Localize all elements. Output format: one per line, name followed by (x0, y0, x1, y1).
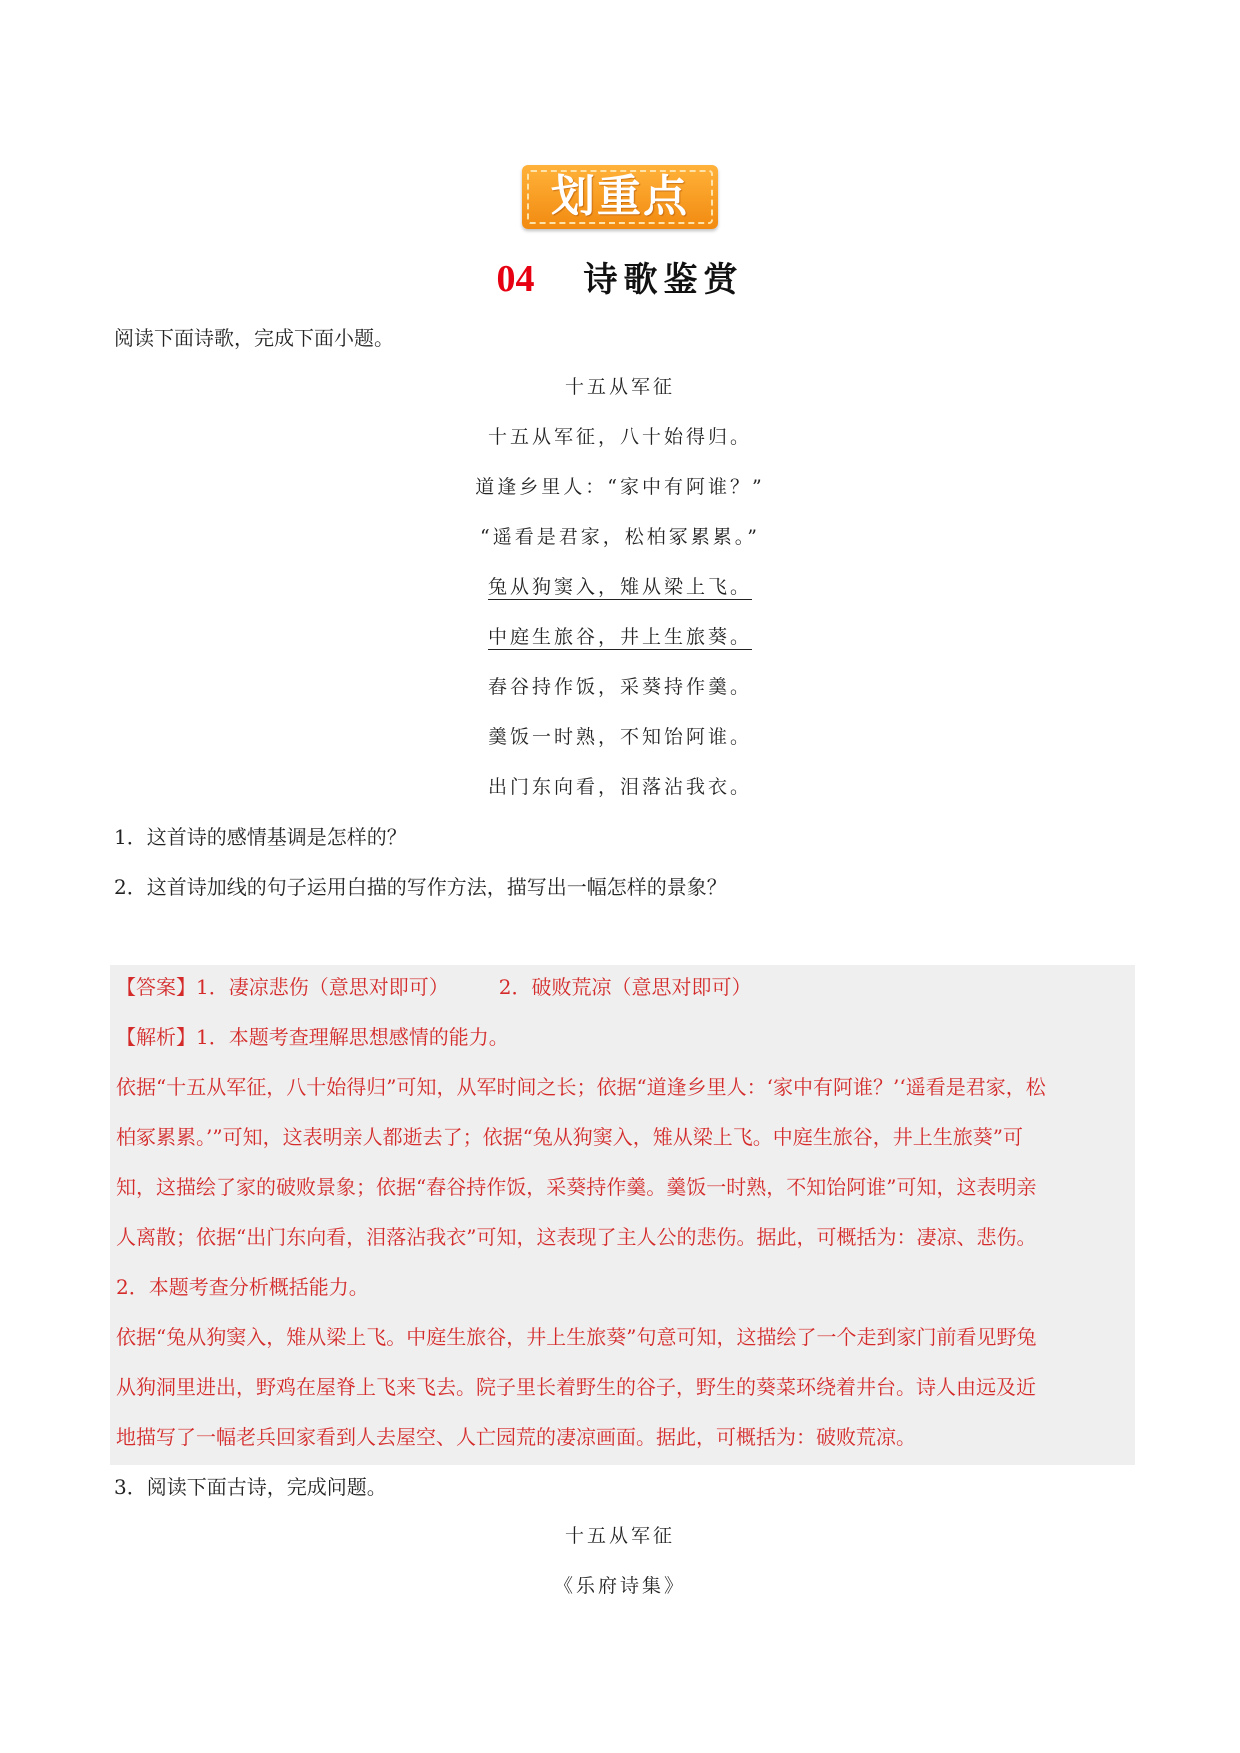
analysis-paragraph-line: 依据“十五从军征，八十始得归”可知，从军时间之长；依据“道逢乡里人：‘家中有阿谁？’‘遥看是君家，松 (116, 1075, 1046, 1099)
analysis-paragraph-line: 柏冢累累。’”可知，这表明亲人都逝去了；依据“兔从狗窦入，雉从梁上飞。中庭生旅谷，井上生旅葵”可 (116, 1125, 1024, 1149)
poem-2-title: 十五从军征 (564, 1525, 675, 1547)
poem-line: 道逢乡里人：“家中有阿谁？” (475, 476, 765, 498)
poem-title: 十五从军征 (564, 376, 675, 398)
analysis-paragraph-line: 人离散；依据“出门东向看，泪落沾我衣”可知，这表现了主人公的悲伤。据此，可概括为：凄凉、悲伤。 (116, 1225, 1037, 1249)
poem-line-underlined (0, 572, 1240, 602)
question-3: 3．阅读下面古诗，完成问题。 (114, 1475, 387, 1499)
poem-2-source: 《乐府诗集》 (553, 1575, 686, 1597)
underlined-text: 中庭生旅谷，井上生旅葵。 (487, 626, 752, 648)
poem-line: 羹饭一时熟，不知饴阿谁。 (487, 726, 752, 748)
answer-label: 【答案】 (116, 975, 196, 999)
highlight-badge (522, 165, 718, 229)
chapter-heading (0, 252, 1240, 301)
chapter-number: 04 (496, 258, 535, 300)
chapter-title: 诗歌鉴赏 (583, 260, 744, 300)
analysis-intro: 1．本题考查理解思想感情的能力。 (196, 1025, 509, 1049)
badge-text: 划重点 (551, 171, 689, 222)
analysis-header-line (116, 1022, 1136, 1052)
poem-line-underlined (0, 622, 1240, 652)
analysis-paragraph-line: 依据“兔从狗窦入，雉从梁上飞。中庭生旅谷，井上生旅葵”句意可知，这描绘了一个走到家门前看见野兔 (116, 1325, 1037, 1349)
analysis-paragraph-line: 知，这描绘了家的破败景象；依据“舂谷持作饭，采葵持作羹。羹饭一时熟，不知饴阿谁”可知，这表明亲 (116, 1175, 1037, 1199)
header-badge-wrap (0, 165, 1240, 233)
question-2: 2．这首诗加线的句子运用白描的写作方法，描写出一幅怎样的景象？ (114, 875, 727, 899)
answer-line (116, 972, 1136, 1002)
answer-1: 1．凄凉悲伤（意思对即可） (196, 975, 449, 999)
question-1: 1．这首诗的感情基调是怎样的？ (114, 825, 407, 849)
poem-line: “遥看是君家，松柏冢累累。” (480, 526, 760, 548)
intro-text: 阅读下面诗歌，完成下面小题。 (114, 326, 394, 350)
poem-line: 舂谷持作饭，采葵持作羹。 (487, 676, 752, 698)
analysis-2-intro: 2．本题考查分析概括能力。 (116, 1275, 369, 1299)
analysis-paragraph-line: 从狗洞里进出，野鸡在屋脊上飞来飞去。院子里长着野生的谷子，野生的葵菜环绕着井台。诗人由远及近 (116, 1375, 1036, 1399)
underlined-text: 兔从狗窦入，雉从梁上飞。 (487, 576, 752, 598)
answer-2: 2．破败荒凉（意思对即可） (498, 975, 752, 999)
analysis-paragraph-line: 地描写了一幅老兵回家看到人去屋空、人亡园荒的凄凉画面。据此，可概括为：破败荒凉。 (116, 1425, 916, 1449)
poem-line: 十五从军征，八十始得归。 (487, 426, 752, 448)
poem-line: 出门东向看，泪落沾我衣。 (487, 776, 752, 798)
analysis-label: 【解析】 (116, 1025, 196, 1049)
